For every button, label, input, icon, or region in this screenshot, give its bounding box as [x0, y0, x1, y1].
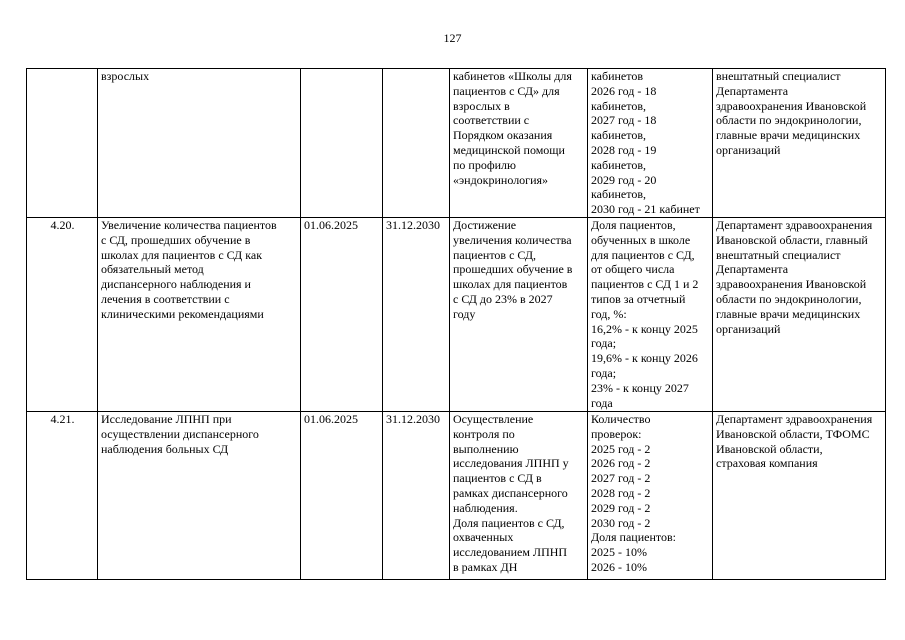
responsible-cell	[713, 217, 886, 411]
cell-line: организаций	[716, 321, 781, 336]
cell-line: 2027 год - 2	[591, 471, 651, 486]
event-cell	[98, 217, 301, 411]
cell-line: кабинетов «Школы для	[453, 69, 572, 83]
cell-line: года	[591, 395, 613, 410]
cell-line: взрослых в	[453, 98, 510, 113]
cell-line: 2030 год - 2	[591, 515, 651, 530]
cell-line: страховая компания	[716, 456, 818, 471]
end-date: 31.12.2030	[383, 217, 450, 411]
cell-line: проверок:	[591, 426, 642, 441]
cell-line: Достижение	[453, 217, 517, 232]
cell-line: наблюдения.	[453, 500, 518, 515]
cell-line: кабинетов,	[591, 98, 647, 113]
cell-line: Доля пациентов с СД,	[453, 515, 565, 530]
cell-line: области по эндокринологии,	[716, 113, 862, 128]
cell-line: увеличения количества	[453, 232, 572, 247]
cell-line: Департамент здравоохранения	[716, 217, 873, 232]
indicator-cell	[588, 411, 713, 579]
end-date	[383, 69, 450, 218]
cell-line: внештатный специалист	[716, 247, 841, 262]
row-number: 4.20.	[27, 217, 98, 411]
responsible-cell	[713, 411, 886, 579]
cell-line: Ивановской области,	[716, 441, 823, 456]
cell-line: школах для пациентов	[453, 277, 568, 292]
start-date: 01.06.2025	[301, 411, 383, 579]
cell-line: области по эндокринологии,	[716, 291, 862, 306]
indicator-cell	[588, 69, 713, 218]
cell-line: года;	[591, 336, 617, 351]
cell-line: 19,6% - к концу 2026	[591, 351, 698, 366]
cell-line: здравоохранения Ивановской	[716, 98, 867, 113]
cell-line: наблюдения больных СД	[101, 441, 229, 456]
cell-line: главные врачи медицинских	[716, 128, 861, 143]
cell-line: охваченных	[453, 530, 514, 545]
cell-line: Порядком оказания	[453, 128, 553, 143]
table-row	[27, 69, 886, 218]
cell-line: года;	[591, 365, 617, 380]
cell-line: соответствии с	[453, 113, 530, 128]
cell-line: 2026 - 10%	[591, 559, 647, 574]
cell-line: Департамента	[716, 83, 789, 98]
event-cell	[98, 411, 301, 579]
cell-line: 2027 год - 18	[591, 113, 657, 128]
cell-line: 2028 год - 19	[591, 142, 657, 157]
cell-line: 2028 год - 2	[591, 485, 651, 500]
cell-line: Увеличение количества пациентов	[101, 217, 277, 232]
cell-line: здравоохранения Ивановской	[716, 277, 867, 292]
cell-line: прошедших обучение в	[453, 262, 573, 277]
event-cell	[98, 69, 301, 218]
cell-line: контроля по	[453, 426, 515, 441]
cell-line: диспансерного наблюдения и	[101, 277, 251, 292]
table-row	[27, 217, 886, 411]
cell-line: «эндокринология»	[453, 172, 549, 187]
end-date: 31.12.2030	[383, 411, 450, 579]
cell-line: обязательный метод	[101, 262, 204, 277]
cell-line: по профилю	[453, 157, 516, 172]
result-cell	[450, 69, 588, 218]
cell-line: 2025 год - 2	[591, 441, 651, 456]
start-date: 01.06.2025	[301, 217, 383, 411]
cell-line: 2026 год - 2	[591, 456, 651, 471]
cell-line: для пациентов с СД,	[591, 247, 695, 262]
cell-line: 23% - к концу 2027	[591, 380, 689, 395]
cell-line: с СД, прошедших обучение в	[101, 232, 251, 247]
cell-line: взрослых	[101, 69, 150, 83]
cell-line: 2030 год - 21 кабинет	[591, 202, 700, 217]
cell-line: Исследование ЛПНП при	[101, 411, 232, 426]
cell-line: 2029 год - 2	[591, 500, 651, 515]
cell-line: лечения в соответствии с	[101, 291, 230, 306]
cell-line: Осуществление	[453, 411, 534, 426]
cell-line: в рамках ДН	[453, 559, 518, 574]
indicator-cell	[588, 217, 713, 411]
cell-line: осуществлении диспансерного	[101, 426, 259, 441]
cell-line: Доля пациентов,	[591, 217, 676, 232]
cell-line: году	[453, 306, 476, 321]
cell-line: от общего числа	[591, 262, 675, 277]
row-number	[27, 69, 98, 218]
cell-line: кабинетов,	[591, 157, 647, 172]
cell-line: рамках диспансерного	[453, 485, 568, 500]
cell-line: школах для пациентов с СД как	[101, 247, 263, 262]
cell-line: исследования ЛПНП у	[453, 456, 569, 471]
cell-line: исследованием ЛПНП	[453, 545, 568, 560]
cell-line: с СД до 23% в 2027	[453, 291, 553, 306]
table-row	[27, 411, 886, 579]
cell-line: выполнению	[453, 441, 519, 456]
cell-line: медицинской помощи	[453, 142, 565, 157]
cell-line: кабинетов	[591, 69, 644, 83]
cell-line: Департамент здравоохранения	[716, 411, 873, 426]
result-cell	[450, 411, 588, 579]
cell-line: пациентов с СД в	[453, 471, 542, 486]
cell-line: кабинетов,	[591, 187, 647, 202]
start-date	[301, 69, 383, 218]
page-number: 127	[443, 31, 462, 45]
cell-line: 2026 год - 18	[591, 83, 657, 98]
cell-line: год, %:	[591, 306, 627, 321]
cell-line: 16,2% - к концу 2025	[591, 321, 698, 336]
row-number: 4.21.	[27, 411, 98, 579]
cell-line: 2029 год - 20	[591, 172, 657, 187]
cell-line: пациентов с СД» для	[453, 83, 560, 98]
cell-line: 2025 - 10%	[591, 545, 647, 560]
cell-line: типов за отчетный	[591, 291, 686, 306]
cell-line: пациентов с СД 1 и 2	[591, 277, 699, 292]
cell-line: главные врачи медицинских	[716, 306, 861, 321]
cell-line: клиническими рекомендациями	[101, 306, 264, 321]
cell-line: Ивановской области, главный	[716, 232, 868, 247]
cell-line: пациентов с СД,	[453, 247, 537, 262]
responsible-cell	[713, 69, 886, 218]
cell-line: организаций	[716, 142, 781, 157]
cell-line: обученных в школе	[591, 232, 691, 247]
cell-line: кабинетов,	[591, 128, 647, 143]
cell-line: Департамента	[716, 262, 789, 277]
cell-line: Количество	[591, 411, 651, 426]
plan-table	[26, 68, 886, 580]
cell-line: внештатный специалист	[716, 69, 841, 83]
result-cell	[450, 217, 588, 411]
cell-line: Ивановской области, ТФОМС	[716, 426, 870, 441]
cell-line: Доля пациентов:	[591, 530, 676, 545]
